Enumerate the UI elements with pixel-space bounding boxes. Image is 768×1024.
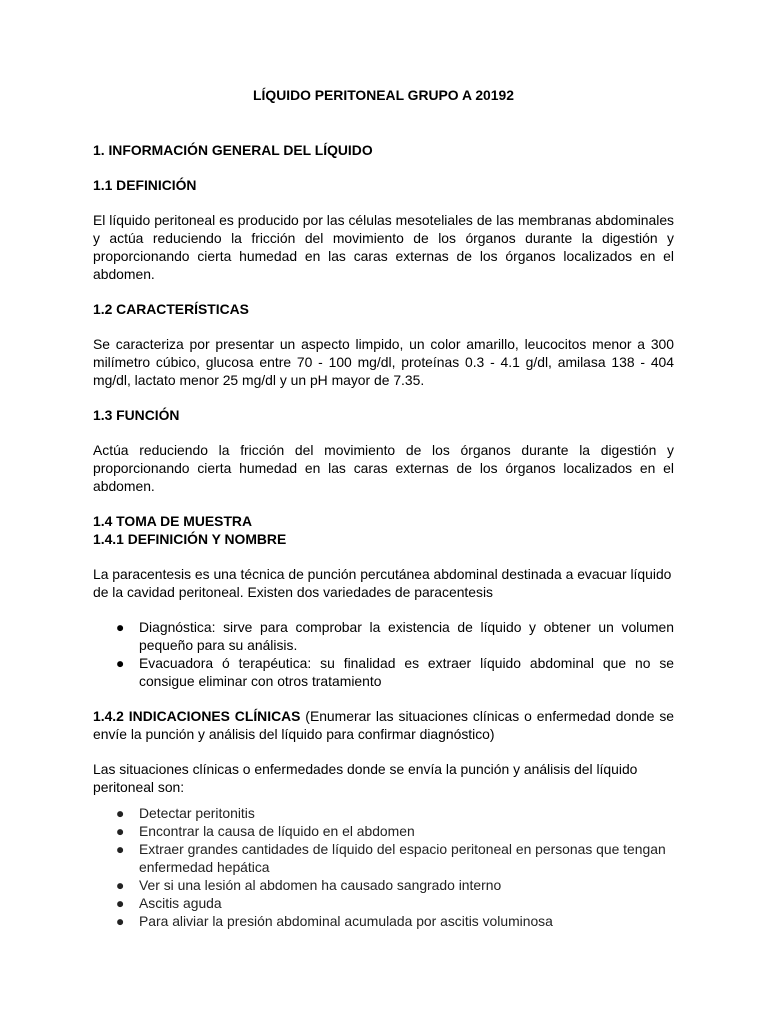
section-1-1-heading: 1.1 DEFINICIÓN (93, 177, 197, 193)
bullet-icon: ● (116, 895, 125, 911)
list-item-text: Extraer grandes cantidades de líquido del espacio peritoneal en personas que tengan enfermedad hepática (139, 841, 666, 875)
section-1-2-heading: 1.2 CARACTERÍSTICAS (93, 301, 249, 317)
section-1-heading: 1. INFORMACIÓN GENERAL DEL LÍQUIDO (93, 142, 373, 158)
section-1-4-1-heading: 1.4.1 DEFINICIÓN Y NOMBRE (93, 531, 287, 547)
section-1-3-text: Actúa reduciendo la fricción del movimiento de los órganos durante la digestión y proporcionando cierta humedad en las caras externas de los órganos localizados en el abdomen. (93, 442, 674, 494)
list-item-text: Evacuadora ó terapéutica: su finalidad es extraer líquido abdominal que no se consigue eliminar con otros tratamiento (139, 655, 674, 689)
bullet-icon: ● (116, 655, 125, 671)
list-item (93, 804, 674, 822)
section-1-4-2-heading-line (93, 707, 674, 743)
list-item (93, 840, 674, 876)
list-item-text: Diagnóstica: sirve para comprobar la existencia de líquido y obtener un volumen pequeño para su análisis. (139, 619, 674, 653)
document-title: LÍQUIDO PERITONEAL GRUPO A 20192 (253, 87, 514, 103)
list-item (93, 876, 674, 894)
paracentesis-types-list (93, 618, 674, 690)
bullet-icon: ● (116, 619, 125, 635)
bullet-icon: ● (116, 877, 125, 893)
bullet-icon: ● (116, 913, 125, 929)
list-item-text: Ver si una lesión al abdomen ha causado sangrado interno (139, 877, 502, 893)
section-1-2-text: Se caracteriza por presentar un aspecto limpido, un color amarillo, leucocitos menor a 300 milímetro cúbico, glucosa entre 70 - 100 mg/dl, proteínas 0.3 - 4.1 g/dl, amilasa 138 - 404 mg/dl, lactato menor 25 mg/dl y un pH mayor de 7.35. (93, 336, 674, 388)
list-item (93, 822, 674, 840)
section-1-4-2-heading: 1.4.2 INDICACIONES CLÍNICAS (93, 708, 301, 724)
section-1-4-1-text: La paracentesis es una técnica de punción percutánea abdominal destinada a evacuar líquido de la cavidad peritoneal. Existen dos variedades de paracentesis (93, 566, 672, 600)
bullet-icon: ● (116, 841, 125, 857)
list-item (93, 912, 674, 930)
section-1-4-2-text: Las situaciones clínicas o enfermedades donde se envía la punción y análisis del líquido peritoneal son: (93, 761, 638, 795)
list-item-text: Detectar peritonitis (139, 805, 255, 821)
list-item-text: Ascitis aguda (139, 895, 222, 911)
list-item (93, 618, 674, 654)
section-1-1-text: El líquido peritoneal es producido por las células mesoteliales de las membranas abdominales y actúa reduciendo la fricción del movimiento de los órganos durante la digestión y proporcionando cierta humedad en las caras externas de los órganos localizados en el abdomen. (93, 212, 674, 282)
document-page (93, 86, 674, 947)
bullet-icon: ● (116, 805, 125, 821)
list-item-text: Encontrar la causa de líquido en el abdomen (139, 823, 415, 839)
list-item (93, 654, 674, 690)
bullet-icon: ● (116, 823, 125, 839)
section-1-4-2-note: (Enumerar las situaciones clínicas o enfermedad donde se envíe la punción y análisis del líquido para confirmar diagnóstico) (93, 708, 674, 742)
section-1-4-heading: 1.4 TOMA DE MUESTRA (93, 513, 252, 529)
section-1-3-heading: 1.3 FUNCIÓN (93, 407, 180, 423)
clinical-indications-list (93, 804, 674, 930)
list-item (93, 894, 674, 912)
list-item-text: Para aliviar la presión abdominal acumulada por ascitis voluminosa (139, 913, 553, 929)
